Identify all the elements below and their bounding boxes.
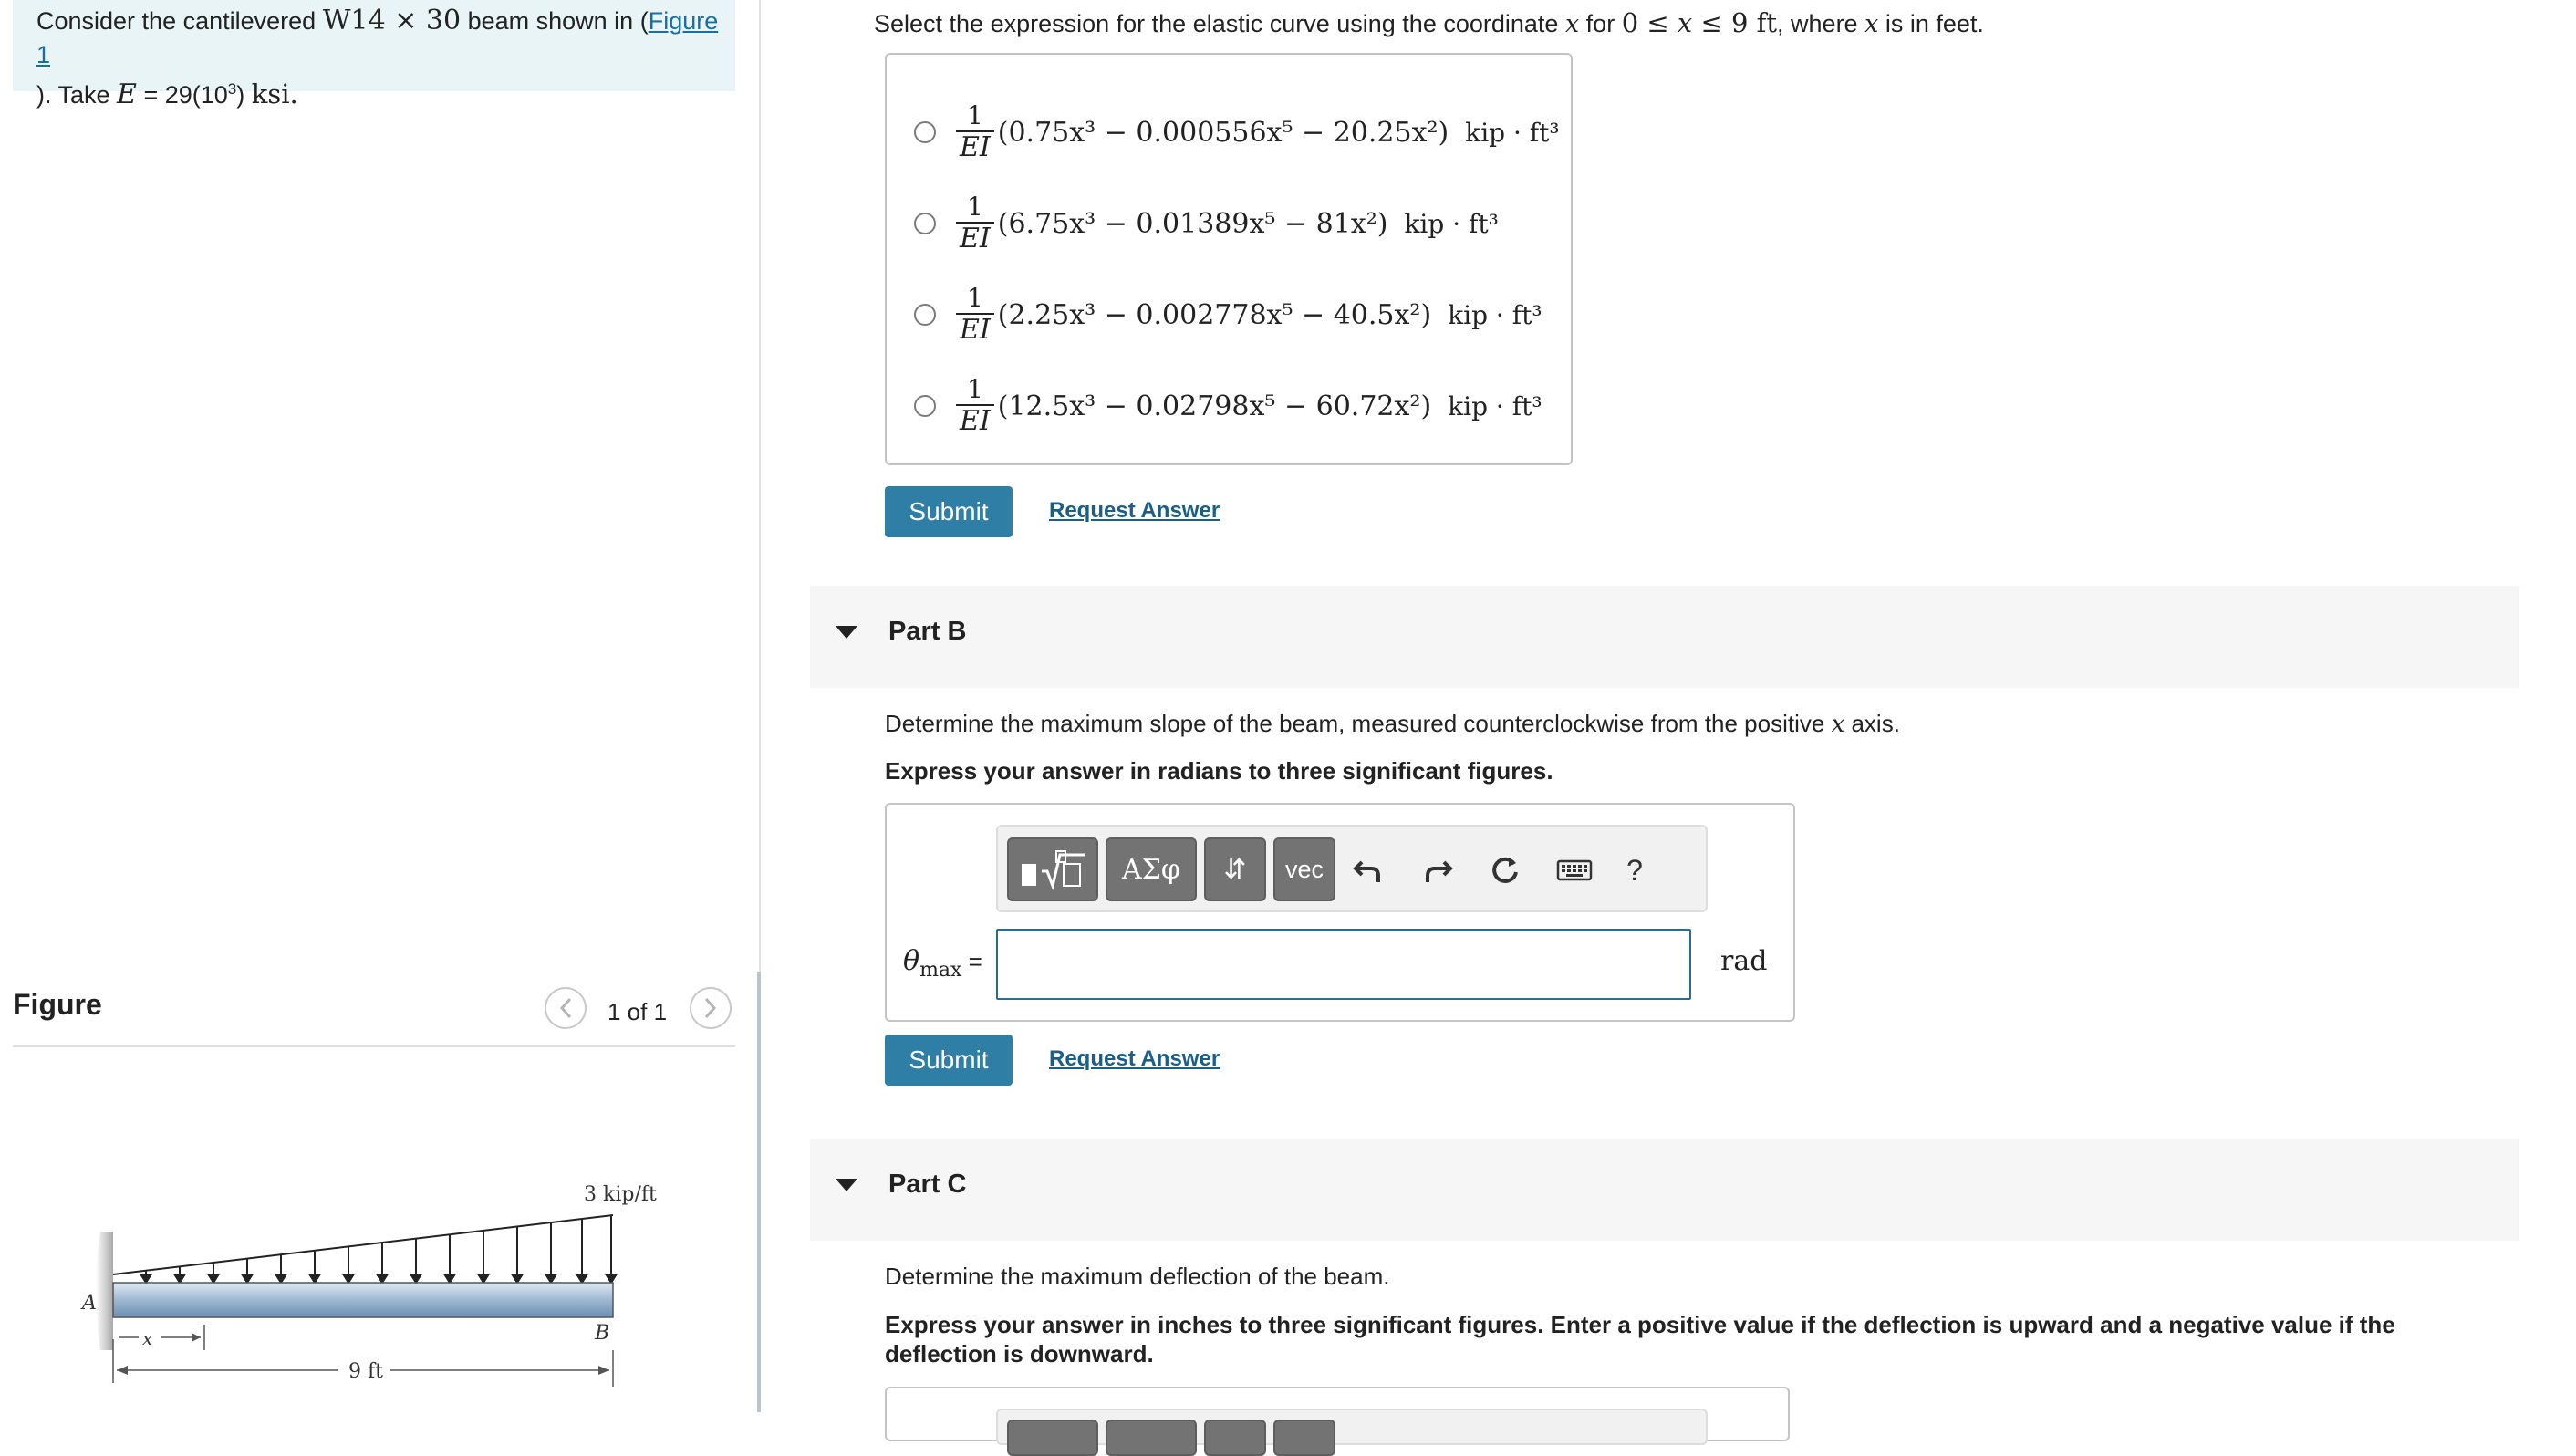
math-range: 0 ≤ [1621, 7, 1678, 38]
part-b-title: Part B [888, 617, 967, 646]
unit-label: rad [1720, 945, 1768, 977]
undo-button[interactable] [1345, 845, 1392, 896]
part-c-prompt: Determine the maximum deflection of the beam. [885, 1263, 1390, 1290]
prompt-text: , where [1777, 10, 1865, 37]
modulus-symbol: E [117, 78, 137, 110]
figure-link[interactable]: Figure 1 [36, 7, 719, 68]
option-3[interactable] [914, 274, 1542, 356]
option-4[interactable] [914, 365, 1542, 447]
undo-icon [1353, 855, 1384, 886]
support-label: A [82, 1292, 97, 1315]
math-toolbar [996, 825, 1708, 912]
chevron-right-icon [702, 996, 719, 1020]
prompt-text: is in feet. [1878, 10, 1984, 37]
fraction: $\frac{1}{EI}$ [956, 192, 994, 255]
problem-text-part: ). Take [36, 81, 118, 109]
prompt-text: axis. [1844, 710, 1900, 737]
reset-icon [1489, 854, 1522, 887]
part-b-request-answer-link[interactable]: Request Answer [1049, 1046, 1220, 1071]
chevron-left-icon [557, 996, 574, 1020]
arrows-button[interactable]: ⇵ [1204, 837, 1266, 901]
option-2[interactable] [914, 182, 1499, 265]
caret-down-icon [836, 626, 857, 639]
math-var: x [1564, 10, 1580, 38]
beam [113, 1283, 613, 1317]
keyboard-button[interactable] [1551, 845, 1598, 896]
equals-sign: = [961, 948, 982, 975]
caret-down-icon [836, 1179, 857, 1191]
greek-symbols-button[interactable]: ΑΣφ [1106, 837, 1197, 901]
math-var: x [1864, 10, 1879, 38]
instruction-line: Express your answer in inches to three significant figures. Enter a positive value if the deflection is upward and a negative value if the [885, 1311, 2395, 1338]
option-expression: (6.75x³ − 0.01389x⁵ − 81x²) [997, 207, 1388, 240]
option-unit: kip · ft³ [1448, 390, 1542, 421]
prompt-text: for [1579, 10, 1622, 37]
vector-button[interactable]: vec [1273, 837, 1335, 901]
math-toolbar-partial [996, 1409, 1708, 1445]
problem-statement [36, 4, 730, 112]
part-c-instruction [885, 1310, 2518, 1368]
part-a-prompt [874, 7, 1984, 38]
radio-button[interactable] [914, 213, 936, 234]
part-b-prompt [885, 710, 1900, 738]
span-label: 9 ft [348, 1360, 383, 1383]
part-c-title: Part C [888, 1170, 967, 1199]
figure-prev-button[interactable] [545, 987, 587, 1029]
end-label: B [595, 1322, 610, 1345]
redo-button[interactable] [1414, 845, 1461, 896]
figure-next-button[interactable] [690, 987, 732, 1029]
option-expression: (12.5x³ − 0.02798x⁵ − 60.72x²) [997, 390, 1432, 422]
part-a-submit-button[interactable]: Submit [885, 486, 1013, 537]
fixed-support-wall [96, 1232, 113, 1350]
math-var: x [1677, 7, 1693, 38]
option-unit: kip · ft³ [1448, 299, 1542, 330]
modulus-exponent: 3 [227, 80, 237, 98]
load-label: 3 kip/ft [584, 1183, 657, 1206]
radio-button[interactable] [914, 121, 936, 143]
fraction: $\frac{1}{EI}$ [956, 375, 994, 437]
redo-icon [1422, 855, 1453, 886]
instruction-line: deflection is downward. [885, 1340, 1154, 1368]
arrows-button[interactable] [1204, 1420, 1266, 1456]
figure-counter: 1 of 1 [608, 998, 668, 1025]
prompt-text: Determine the maximum slope of the beam, measured counterclockwise from the positive [885, 710, 1832, 737]
beam-designation: W14 × 30 [322, 5, 462, 36]
option-expression: (0.75x³ − 0.000556x⁵ − 20.25x²) [997, 116, 1449, 149]
option-expression: (2.25x³ − 0.002778x⁵ − 40.5x²) [997, 298, 1432, 331]
template-icon [1016, 848, 1089, 891]
figure-divider [13, 1045, 735, 1047]
figure-title: Figure [13, 988, 102, 1021]
problem-text-part: beam shown in ( [461, 7, 649, 35]
answer-label [903, 945, 982, 982]
fraction: $\frac{1}{EI}$ [956, 284, 994, 346]
part-b-submit-button[interactable]: Submit [885, 1035, 1013, 1086]
templates-button[interactable] [1007, 1420, 1098, 1456]
load-arrows [141, 1215, 616, 1283]
math-range: ≤ 9 ft [1692, 7, 1778, 38]
keyboard-icon [1556, 858, 1593, 883]
load-distribution-line [113, 1215, 613, 1274]
radio-button[interactable] [914, 304, 936, 326]
options-box [885, 53, 1573, 465]
option-unit: kip · ft³ [1465, 117, 1560, 148]
fraction: $\frac{1}{EI}$ [956, 101, 994, 163]
theta-max-input[interactable] [996, 929, 1691, 1000]
x-label: x [142, 1327, 153, 1349]
modulus-value: = 29(10 [136, 81, 228, 109]
part-b-instruction: Express your answer in radians to three significant figures. [885, 757, 1553, 785]
math-var: x [1831, 711, 1845, 738]
reset-button[interactable] [1481, 845, 1529, 896]
option-1[interactable] [914, 91, 1560, 173]
modulus-unit: ksi. [251, 78, 298, 109]
templates-button[interactable] [1007, 837, 1098, 901]
part-a-request-answer-link[interactable]: Request Answer [1049, 498, 1220, 523]
modulus-close: ) [236, 81, 245, 109]
problem-text-part: Consider the cantilevered [36, 7, 323, 35]
prompt-text: Select the expression for the elastic curve using the coordinate [874, 10, 1565, 37]
theta-subscript: max [919, 959, 962, 982]
greek-symbols-button[interactable] [1106, 1420, 1197, 1456]
vector-button[interactable] [1273, 1420, 1335, 1456]
part-c-header[interactable] [810, 1139, 2519, 1241]
left-panel-scrollbar[interactable] [757, 972, 761, 1412]
beam-diagram [55, 1168, 712, 1412]
option-unit: kip · ft³ [1404, 208, 1499, 239]
part-b-header[interactable] [810, 586, 2519, 688]
help-button[interactable]: ? [1626, 853, 1643, 887]
radio-button[interactable] [914, 395, 936, 417]
theta-symbol: θ [903, 945, 920, 977]
